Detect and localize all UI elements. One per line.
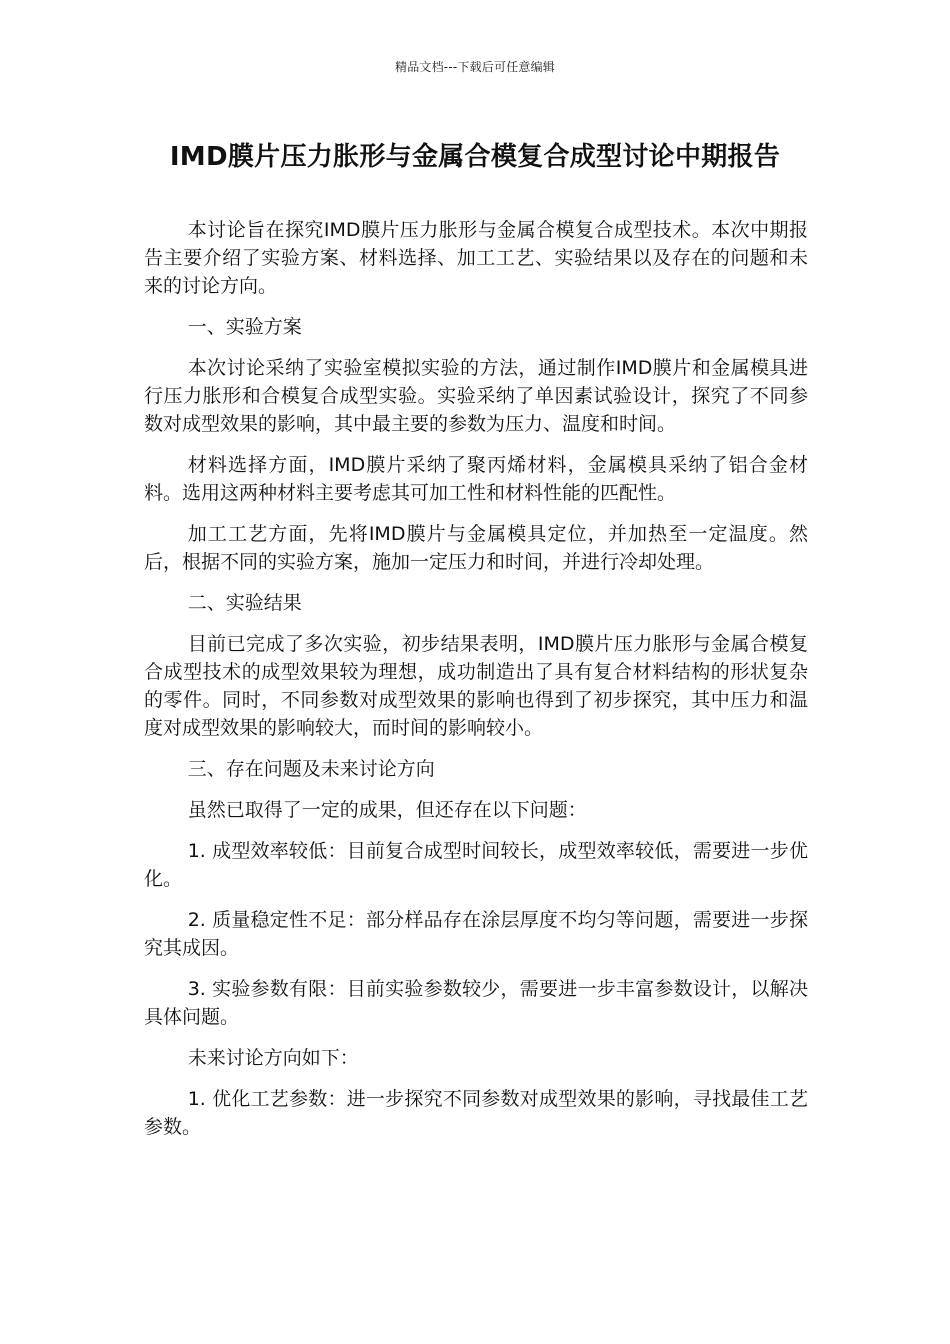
section-heading-experiment-plan: 一、实验方案: [187, 316, 302, 338]
list-item-problem-3: 3. 实验参数有限：目前实验参数较少，需要进一步丰富参数设计，以解决具体问题。: [144, 978, 808, 1028]
paragraph-results: 目前已完成了多次实验，初步结果表明，IMD膜片压力胀形与金属合模复合成型技术的成型效果较为理想，成功制造出了具有复合材料结构的形状复杂的零件。同时，不同参数对成型效果的影响也得到了初步探究，其中压力和温度对成型效果的影响较大，而时间的影响较小。: [144, 633, 808, 739]
paragraph-experiment-method: 本次讨论采纳了实验室模拟实验的方法，通过制作IMD膜片和金属模具进行压力胀形和合模复合成型实验。实验采纳了单因素试验设计，探究了不同参数对成型效果的影响，其中最主要的参数为压力、温度和时间。: [144, 357, 808, 435]
document-body: [144, 216, 808, 1154]
list-item-problem-2: 2. 质量稳定性不足：部分样品存在涂层厚度不均匀等问题，需要进一步探究其成因。: [144, 909, 808, 959]
list-item-future-1: 1. 优化工艺参数：进一步探究不同参数对成型效果的影响，寻找最佳工艺参数。: [144, 1088, 808, 1138]
document-title: IMD膜片压力胀形与金属合模复合成型讨论中期报告: [169, 142, 781, 172]
paragraph-problems-intro: 虽然已取得了一定的成果，但还存在以下问题：: [187, 799, 587, 821]
list-item-problem-1: 1. 成型效率较低：目前复合成型时间较长，成型效率较低，需要进一步优化。: [144, 840, 808, 890]
paragraph-material-selection: 材料选择方面，IMD膜片采纳了聚丙烯材料，金属模具采纳了铝合金材料。选用这两种材料主要考虑其可加工性和材料性能的匹配性。: [144, 454, 808, 504]
section-heading-results: 二、实验结果: [187, 592, 302, 614]
paragraph-future-intro: 未来讨论方向如下：: [187, 1047, 359, 1069]
header-note: 精品文档---下载后可任意编辑: [395, 60, 555, 74]
paragraph-process: 加工工艺方面，先将IMD膜片与金属模具定位，并加热至一定温度。然后，根据不同的实验方案，施加一定压力和时间，并进行冷却处理。: [144, 523, 808, 573]
section-heading-problems-future: 三、存在问题及未来讨论方向: [187, 758, 435, 780]
intro-paragraph: 本讨论旨在探究IMD膜片压力胀形与金属合模复合成型技术。本次中期报告主要介绍了实验方案、材料选择、加工工艺、实验结果以及存在的问题和未来的讨论方向。: [144, 219, 808, 297]
